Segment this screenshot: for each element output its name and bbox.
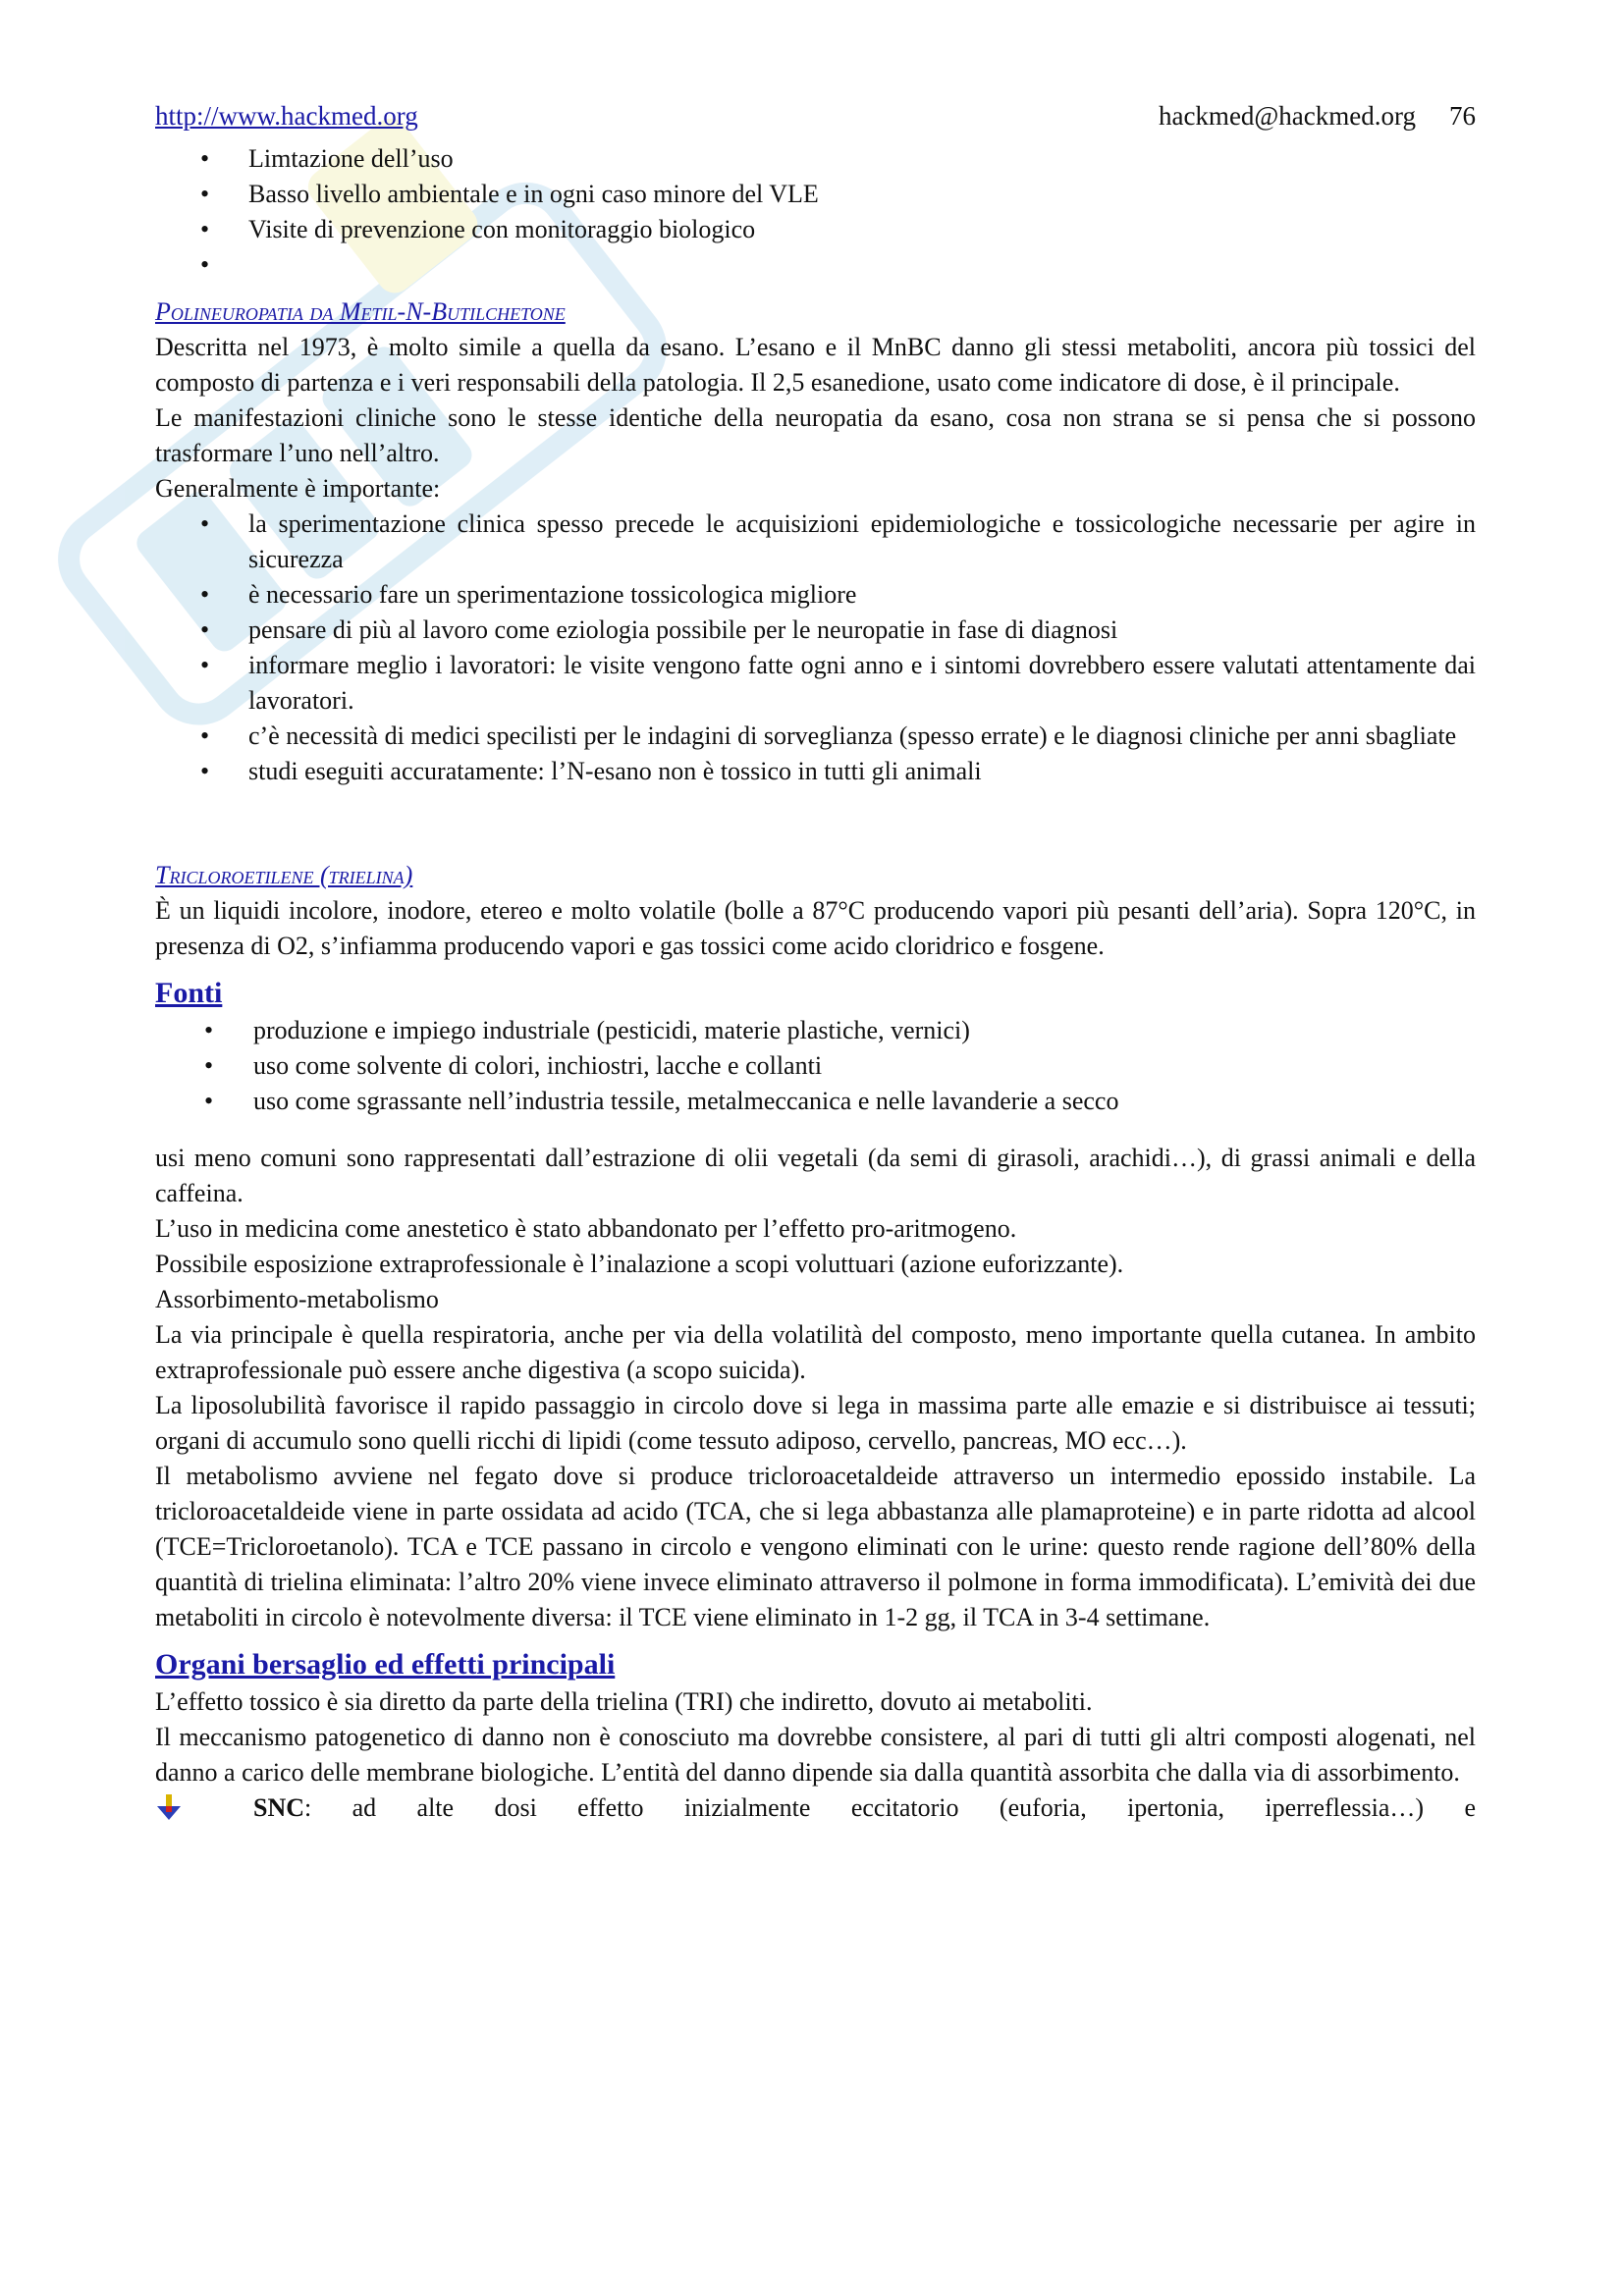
paragraph: La via principale è quella respiratoria, anche per via della volatilità del composto, meno importante quella cutanea. In ambito extraprofessionale può essere anche digestiva (a scopo suicida). [155,1320,1476,1384]
section-title-mnbk: Polineuropatia da Metil-N-Butilchetone [155,297,566,326]
paragraph: L’effetto tossico è sia diretto da parte della trielina (TRI) che indiretto, dovuto ai metaboliti. [155,1687,1093,1716]
list-item: • Basso livello ambientale e in ogni caso minore del VLE [155,177,1476,212]
list-item: • la sperimentazione clinica spesso precede le acquisizioni epidemiologiche e tossicologiche necessarie per agire in sicurezza [155,507,1476,577]
organi-heading: Organi bersaglio ed effetti principali [155,1648,616,1681]
arrow-down-bullet-icon [155,1794,183,1822]
document-page [155,98,1476,1826]
top-bullet-list [155,141,1476,283]
list-item-empty [155,247,1476,283]
list-item: • Limtazione dell’uso [155,141,1476,177]
snc-text: : ad alte dosi effetto inizialmente eccitatorio (euforia, ipertonia, iperreflessia…) e [304,1793,1476,1822]
list-item: • studi eseguiti accuratamente: l’N-esano non è tossico in tutti gli animali [155,754,1476,789]
paragraph: Il meccanismo patogenetico di danno non è conosciuto ma dovrebbe consistere, al pari di tutti gli altri composti alogenati, nel danno a carico delle membrane biologiche. L’entità del danno dipende sia dalla quantità assorbita che dalla via di assorbimento. [155,1723,1476,1787]
spacer [155,1119,1476,1141]
list-item: • uso come solvente di colori, inchiostri, lacche e collanti [155,1048,1476,1084]
list-item: • pensare di più al lavoro come eziologia possibile per le neuropatie in fase di diagnosi [155,613,1476,648]
fonti-bullet-list [155,1013,1476,1119]
header-right [1159,98,1476,133]
snc-label: SNC [253,1793,305,1822]
snc-item [155,1790,1476,1826]
paragraph: Le manifestazioni cliniche sono le stesse identiche della neuropatia da esano, cosa non strana se si pensa che si possono trasformare l’uno nell’altro. [155,403,1476,467]
mnbk-bullet-list [155,507,1476,789]
list-item: • produzione e impiego industriale (pesticidi, materie plastiche, vernici) [155,1013,1476,1048]
list-item: • informare meglio i lavoratori: le visite vengono fatte ogni anno e i sintomi dovrebbero essere valutati attentamente dai lavoratori. [155,648,1476,719]
paragraph: Generalmente è importante: [155,474,441,503]
list-item: • uso come sgrassante nell’industria tessile, metalmeccanica e nelle lavanderie a secco [155,1084,1476,1119]
header-url-link[interactable]: http://www.hackmed.org [155,101,418,131]
paragraph: Possibile esposizione extraprofessionale è l’inalazione a scopi voluttuari (azione euforizzante). [155,1250,1124,1278]
section-title-tce: Tricloroetilene (trielina) [155,861,413,889]
page-number: 76 [1449,101,1476,131]
fonti-heading: Fonti [155,977,223,1009]
spacer [155,789,1476,846]
paragraph: Assorbimento-metabolismo [155,1285,439,1313]
paragraph: usi meno comuni sono rappresentati dall’estrazione di olii vegetali (da semi di girasoli, arachidi…), di grassi animali e della caffeina. [155,1144,1476,1207]
list-item: • Visite di prevenzione con monitoraggio biologico [155,212,1476,247]
paragraph: L’uso in medicina come anestetico è stato abbandonato per l’effetto pro-aritmogeno. [155,1214,1017,1243]
paragraph: La liposolubilità favorisce il rapido passaggio in circolo dove si lega in massima parte alle emazie e si distribuisce ai tessuti; organi di accumulo sono quelli ricchi di lipidi (come tessuto adiposo, cervello, pancreas, MO ecc…). [155,1391,1476,1455]
list-item: • è necessario fare un sperimentazione tossicologica migliore [155,577,1476,613]
paragraph: Descritta nel 1973, è molto simile a quella da esano. L’esano e il MnBC danno gli stessi metaboliti, ancora più tossici del composto di partenza e i veri responsabili della patologia. Il 2,5 esanedione, usato come indicatore di dose, è il principale. [155,333,1476,397]
page-header [155,98,1476,141]
paragraph: Il metabolismo avviene nel fegato dove si produce tricloroacetaldeide attraverso un intermedio epossido instabile. La tricloroacetaldeide viene in parte ossidata ad acido (TCA, che si lega abbastanza alle plamaproteine) e in parte ridotta ad alcool (TCE=Tricloroetanolo). TCA e TCE passano in circolo e vengono eliminati con le urine: questo rende ragione dell’80% della quantità di trielina eliminata: l’altro 20% viene invece eliminato attraverso il polmone in forma immodificata). L’emività dei due metaboliti in circolo è notevolmente diversa: il TCE viene eliminato in 1-2 gg, il TCA in 3-4 settimane. [155,1462,1476,1631]
list-item: • c’è necessità di medici specilisti per le indagini di sorveglianza (spesso errate) e le diagnosi cliniche per anni sbagliate [155,719,1476,754]
paragraph: È un liquidi incolore, inodore, etereo e molto volatile (bolle a 87°C producendo vapori più pesanti dell’aria). Sopra 120°C, in presenza di O2, s’infiamma producendo vapori e gas tossici come acido cloridrico e fosgene. [155,896,1476,960]
header-email: hackmed@hackmed.org [1158,101,1416,131]
